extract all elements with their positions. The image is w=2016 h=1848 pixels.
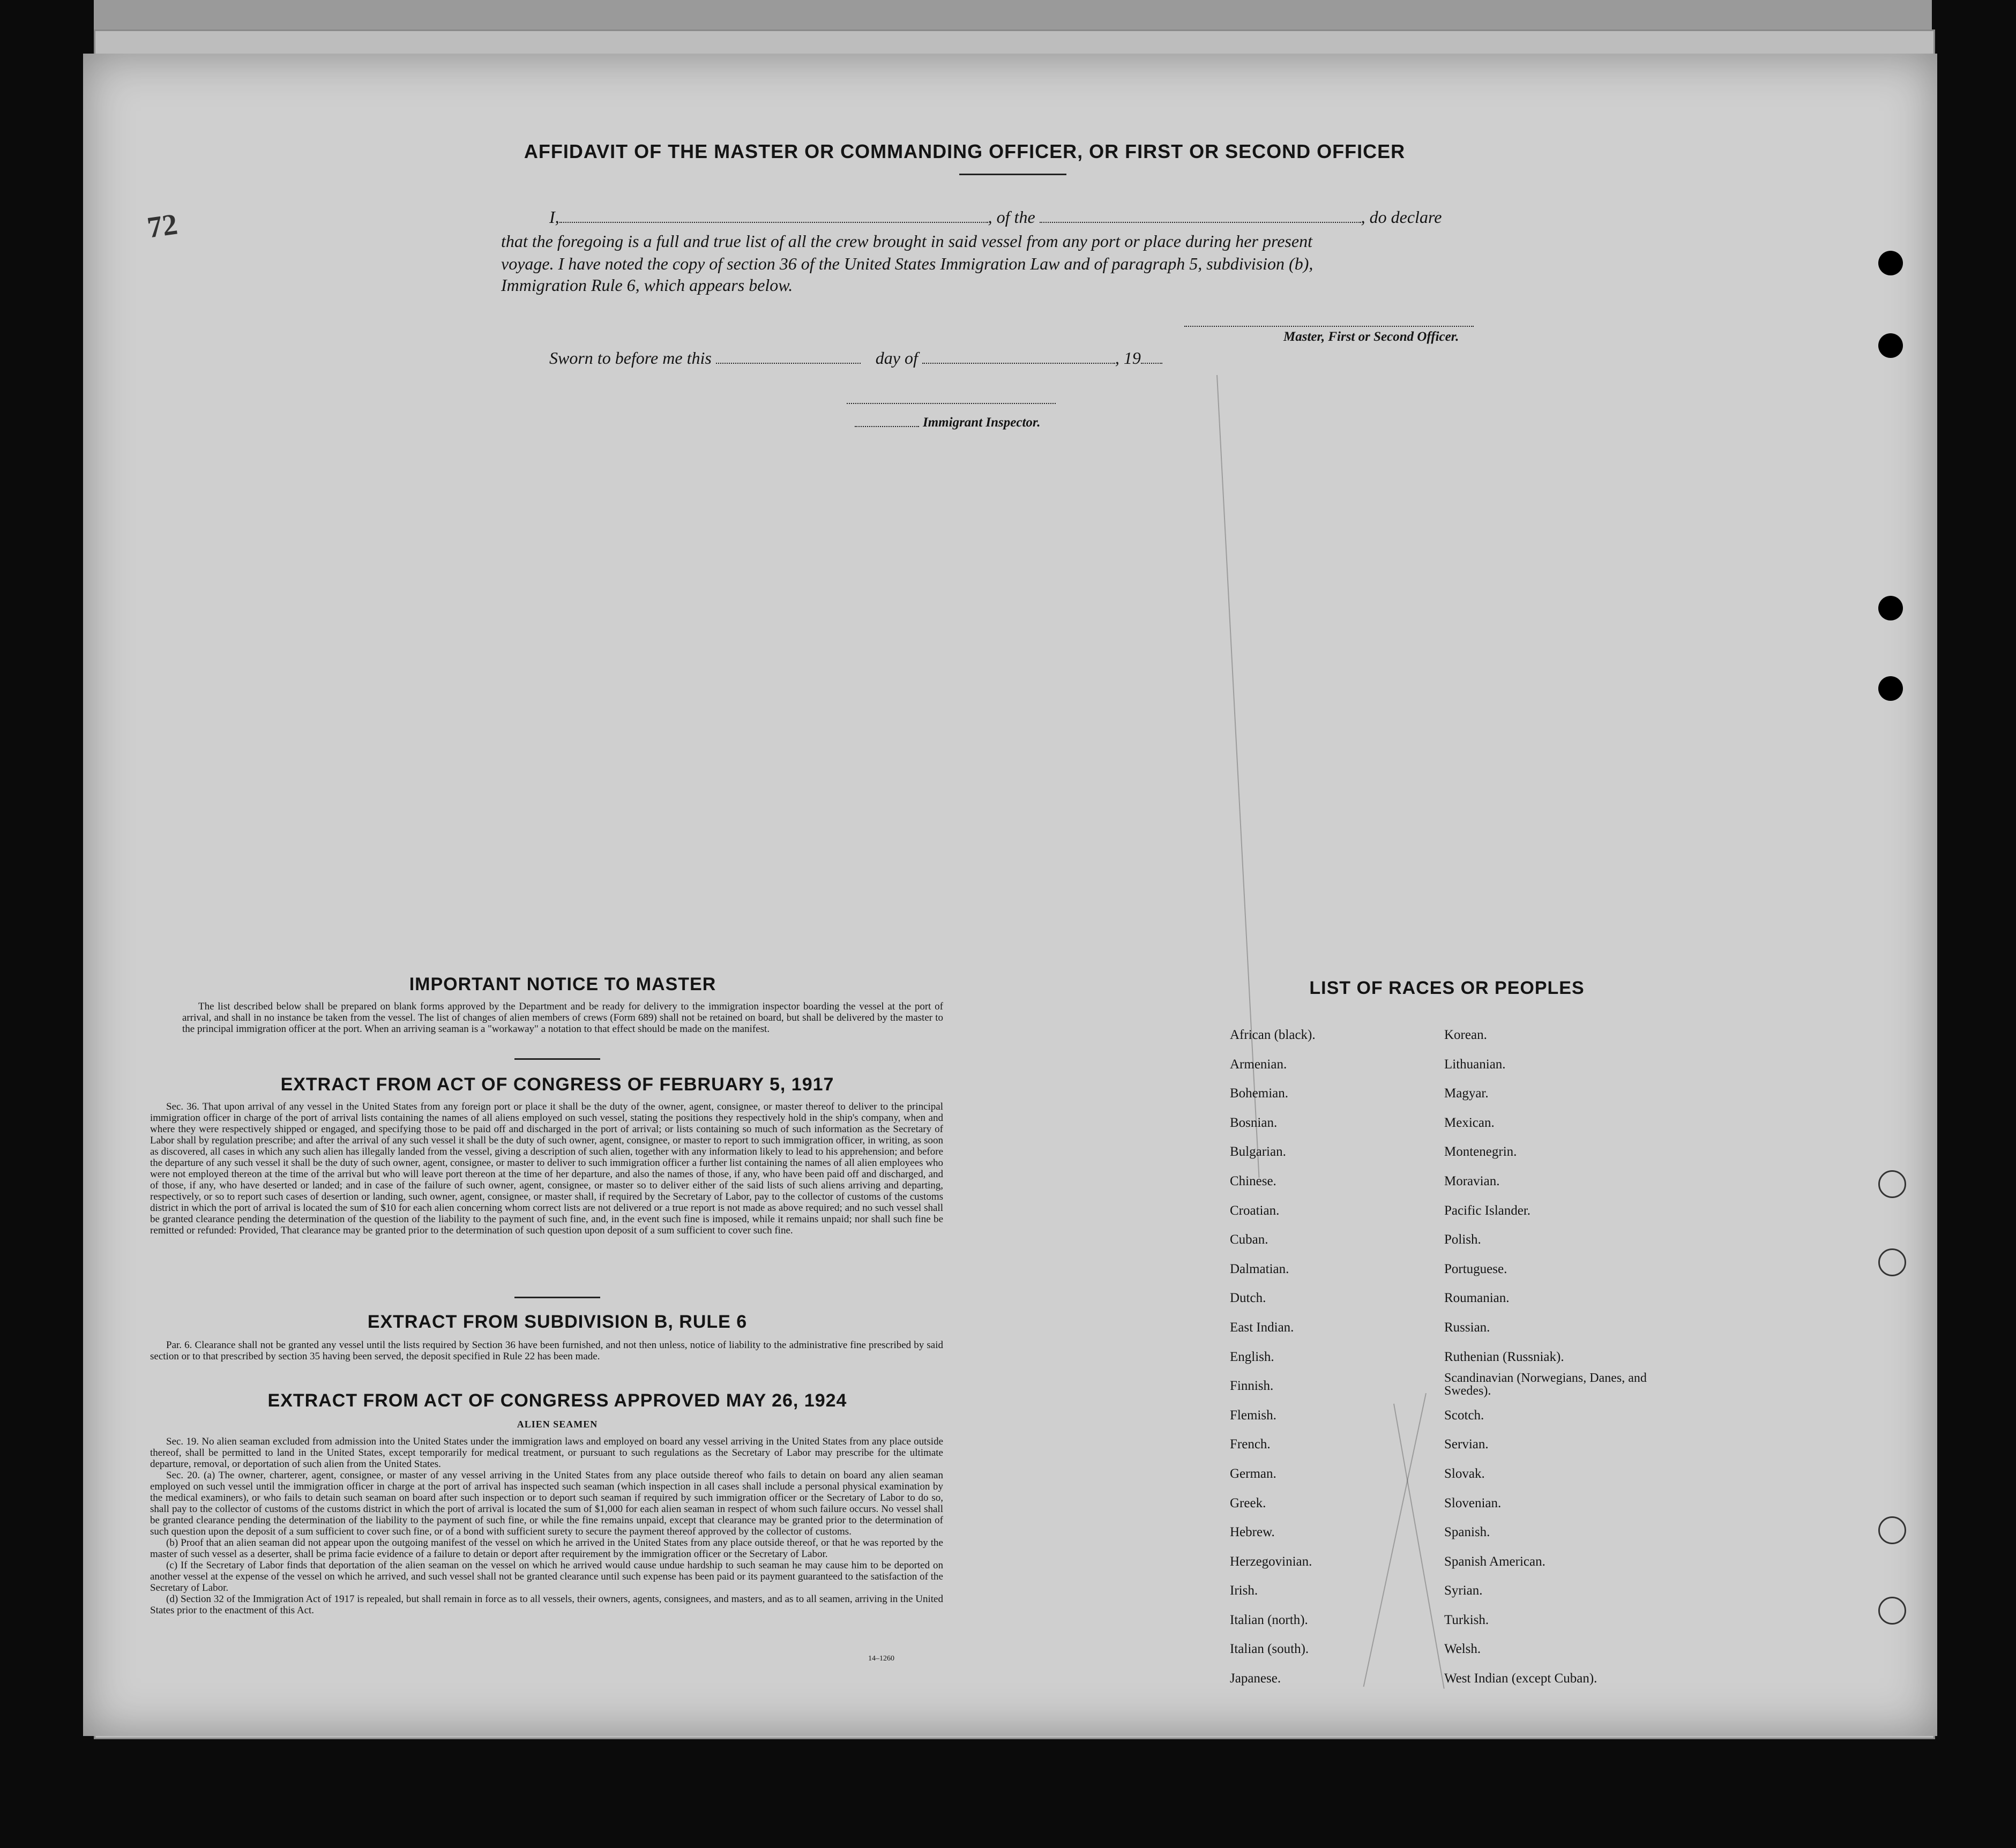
race-item: Spanish. bbox=[1444, 1525, 1490, 1540]
binder-hole bbox=[1878, 1597, 1906, 1625]
sworn-line: Sworn to before me this day of , 19 bbox=[549, 348, 1162, 368]
race-item: Cuban. bbox=[1230, 1232, 1268, 1247]
master-signature-line bbox=[1184, 326, 1474, 327]
races-title: LIST OF RACES OR PEOPLES bbox=[1309, 978, 1585, 998]
margin-handwritten-number: 72 bbox=[145, 207, 180, 245]
section-divider bbox=[514, 1297, 600, 1298]
declaration-line-2: that the foregoing is a full and true list of all the crew brought in said vessel from any port or place during her present bbox=[501, 231, 1312, 251]
race-item: Herzegovinian. bbox=[1230, 1554, 1312, 1569]
races-left-column bbox=[1230, 1021, 1316, 1694]
notice-title: IMPORTANT NOTICE TO MASTER bbox=[409, 974, 716, 994]
race-item: African (black). bbox=[1230, 1028, 1316, 1042]
race-item: Irish. bbox=[1230, 1583, 1258, 1598]
extract-rule6-text: Par. 6. Clearance shall not be granted any vessel until the lists required by Section 36 have been furnished, and not then unless, notice of liability to the administrative fine prescribed by said section or to that prescribed by section 35 having been served, the deposit specified in Rule 22 has been made. bbox=[150, 1340, 943, 1362]
race-item: Servian. bbox=[1444, 1437, 1489, 1452]
race-item: Moravian. bbox=[1444, 1173, 1500, 1188]
race-item: West Indian (except Cuban). bbox=[1444, 1671, 1597, 1686]
race-item: Bulgarian. bbox=[1230, 1144, 1286, 1159]
race-item: Greek. bbox=[1230, 1495, 1266, 1510]
race-item: French. bbox=[1230, 1437, 1271, 1452]
race-item: Finnish. bbox=[1230, 1379, 1274, 1394]
binder-hole bbox=[1878, 1248, 1906, 1276]
top-page-strip bbox=[94, 0, 1932, 32]
title-underline bbox=[959, 174, 1066, 175]
race-item: Turkish. bbox=[1444, 1612, 1489, 1627]
race-item: Spanish American. bbox=[1444, 1554, 1545, 1569]
race-item: Italian (north). bbox=[1230, 1612, 1308, 1627]
declaration-line-1: I, , of the , do declare bbox=[549, 207, 1442, 227]
extract-1917-text: Sec. 36. That upon arrival of any vessel in the United States from any foreign port or place it shall be the duty of the owner, agent, consignee, or master thereof to deliver to the principal immigration officer in charge of the port of arrival lists containing the names of all aliens employed on such vessel, stating the positions they respectively hold in the ship's company, when and where they were respectively shipped or engaged, and specifying those to be paid off and discharged in the port of arrival; or lists containing so much of such information as the Secretary of Labor shall by regulation prescribe; and after the arrival of any such vessel it shall be the duty of such owner, agent, consignee, or master to report to such immigration officer, in writing, as soon as discovered, all cases in which any such alien has illegally landed from the vessel, giving a description of such alien, together with any information likely to lead to his apprehension; and before the departure of any such vessel it shall be the duty of such owner, agent, consignee, or master to deliver to such immigration officer a further list containing the names of all alien employees who were not employed thereon at the time of the arrival but who will leave port thereon at the time of her departure, and also the names of those, if any, who have been paid off and discharged, and of those, if any, who have deserted or landed; and in case of the failure of such owner, agent, consignee, or master so to deliver either of the said lists of such aliens arriving and departing, respectively, or so to report such cases of desertion or landing, such owner, agent, consignee, or master shall, if required by the Secretary of Labor, pay to the collector of customs of the customs district in which the port of arrival is located the sum of $10 for each alien concerning whom correct lists are not delivered or a true report is not made as above required; and no such vessel shall be granted clearance pending the determination of the question of the liability to the payment of such fine, and, in the event such fine is imposed, while it remains unpaid; nor shall such fine be remitted or refunded: Provided, That clearance may be granted prior to the determination of such question upon deposit of a sum sufficient to cover such fine. bbox=[150, 1101, 943, 1236]
affidavit-title: AFFIDAVIT OF THE MASTER OR COMMANDING OFFICER, OR FIRST OR SECOND OFFICER bbox=[524, 140, 1406, 162]
race-item: Russian. bbox=[1444, 1320, 1490, 1335]
extract-rule6-title: EXTRACT FROM SUBDIVISION B, RULE 6 bbox=[367, 1312, 748, 1332]
race-item: Slovak. bbox=[1444, 1466, 1485, 1481]
notice-text: The list described below shall be prepared on blank forms approved by the Department and be ready for delivery to the immigration inspector boarding the vessel at the port of arrival, and shall in no instance be taken from the vessel. The list of changes of alien members of crews (Form 689) shall not be retained on board, but shall be delivered by the master to the principal immigration officer at the port. When an arriving seaman is a "workaway" a notation to that effect should be made on the manifest. bbox=[182, 1001, 943, 1035]
race-item: English. bbox=[1230, 1349, 1274, 1364]
inspector-signature-line-2 bbox=[855, 426, 919, 427]
races-right-column bbox=[1444, 1021, 1648, 1694]
race-item: Bosnian. bbox=[1230, 1115, 1278, 1130]
race-item: Ruthenian (Russniak). bbox=[1444, 1349, 1564, 1364]
race-item: Slovenian. bbox=[1444, 1495, 1502, 1510]
race-item: Hebrew. bbox=[1230, 1525, 1275, 1540]
master-caption: Master, First or Second Officer. bbox=[1283, 330, 1459, 344]
binder-hole bbox=[1878, 333, 1903, 358]
race-item: Portuguese. bbox=[1444, 1261, 1507, 1276]
declaration-line-3: voyage. I have noted the copy of section 36 of the United States Immigration Law and of paragraph 5, subdivision (b), bbox=[501, 254, 1313, 273]
extract-1924-title: EXTRACT FROM ACT OF CONGRESS APPROVED MAY 26, 1924 bbox=[267, 1390, 847, 1411]
binder-hole bbox=[1878, 676, 1903, 701]
race-item: Italian (south). bbox=[1230, 1642, 1309, 1657]
extract-1924-text: Sec. 19. No alien seaman excluded from admission into the United States under the immigration laws and employed on board any vessel arriving in the United States from any place outside thereof, shall be permitted to land in the United States, except temporarily for medical treatment, or pursuant to such regulations as the Secretary of Labor may prescribe for the ultimate departure, removal, or deportation of such alien from the United States. Sec. 20. (a) The owner, charterer, agent, consignee, or master of any vessel arriving in the United States from any place outside thereof who fails to detain on board any alien seaman employed on such vessel until the immigration officer in charge at the port of arrival has inspected such seaman (which inspection in all cases shall include a personal physical examination by the medical examiners), or who fails to detain such seaman on board after such inspection or to deport such seaman if required by such immigration officer or the Secretary of Labor to do so, shall pay to the collector of customs of the customs district in which the port of arrival is located the sum of $1,000 for each alien seaman in respect of whom such failure occurs. No vessel shall be granted clearance pending the determination of the liability to the payment of such fine, or while the fine remains unpaid, except that clearance may be granted prior to the determination of such question upon the deposit of a sum sufficient to cover such fine, or of a bond with sufficient surety to secure the payment thereof approved by the collector of customs. (b) Proof that an alien seaman did not appear upon the outgoing manifest of the vessel on which he arrived in the United States from any place outside thereof, or that he was reported by the master of such vessel as a deserter, shall be prima facie evidence of a failure to detain or deport after requirement by the immigration officer or the Secretary of Labor. (c) If the Secretary of Labor finds that deportation of the alien seaman on the vessel on which he arrived would cause undue hardship to such seaman he may cause him to be deported on another vessel at the expense of the vessel on which he arrived, and such vessel shall not be granted clearance until such expense has been paid or its payment guaranteed to the satisfaction of the Secretary of Labor. (d) Section 32 of the Immigration Act of 1917 is repealed, but shall remain in force as to all vessels, their owners, agents, consignees, and masters, and as to all seamen, arriving in the United States prior to the enactment of this Act. bbox=[150, 1436, 943, 1616]
race-item: Bohemian. bbox=[1230, 1086, 1289, 1101]
race-item: Polish. bbox=[1444, 1232, 1481, 1247]
extract-1917-title: EXTRACT FROM ACT OF CONGRESS OF FEBRUARY 5, 1917 bbox=[280, 1074, 834, 1095]
binder-hole bbox=[1878, 596, 1903, 620]
race-item: Scotch. bbox=[1444, 1408, 1484, 1423]
inspector-signature-line-1 bbox=[847, 403, 1056, 404]
race-item: Dalmatian. bbox=[1230, 1261, 1289, 1276]
race-item: Mexican. bbox=[1444, 1115, 1495, 1130]
race-item: Syrian. bbox=[1444, 1583, 1483, 1598]
binder-hole bbox=[1878, 1516, 1906, 1544]
race-item: Flemish. bbox=[1230, 1408, 1276, 1423]
declaration-line-4: Immigration Rule 6, which appears below. bbox=[501, 275, 793, 295]
binder-hole bbox=[1878, 251, 1903, 275]
race-item: Croatian. bbox=[1230, 1203, 1280, 1218]
race-item: Lithuanian. bbox=[1444, 1057, 1506, 1072]
binder-hole bbox=[1878, 1170, 1906, 1198]
race-item: Dutch. bbox=[1230, 1291, 1266, 1306]
alien-seamen-subtitle: ALIEN SEAMEN bbox=[517, 1419, 598, 1430]
section-divider bbox=[514, 1058, 600, 1060]
inspector-caption: Immigrant Inspector. bbox=[923, 415, 1041, 430]
race-item: German. bbox=[1230, 1466, 1276, 1481]
race-item: Pacific Islander. bbox=[1444, 1203, 1531, 1218]
form-number: 14–1260 bbox=[868, 1655, 894, 1663]
race-item: Armenian. bbox=[1230, 1057, 1287, 1072]
race-item: Chinese. bbox=[1230, 1173, 1276, 1188]
race-item: Japanese. bbox=[1230, 1671, 1281, 1686]
race-item: Magyar. bbox=[1444, 1086, 1489, 1101]
race-item: Roumanian. bbox=[1444, 1291, 1510, 1306]
race-item: East Indian. bbox=[1230, 1320, 1294, 1335]
race-item: Montenegrin. bbox=[1444, 1144, 1517, 1159]
race-item: Scandinavian (Norwegians, Danes, and Swedes). bbox=[1444, 1371, 1647, 1398]
race-item: Welsh. bbox=[1444, 1642, 1481, 1657]
race-item: Korean. bbox=[1444, 1028, 1487, 1042]
